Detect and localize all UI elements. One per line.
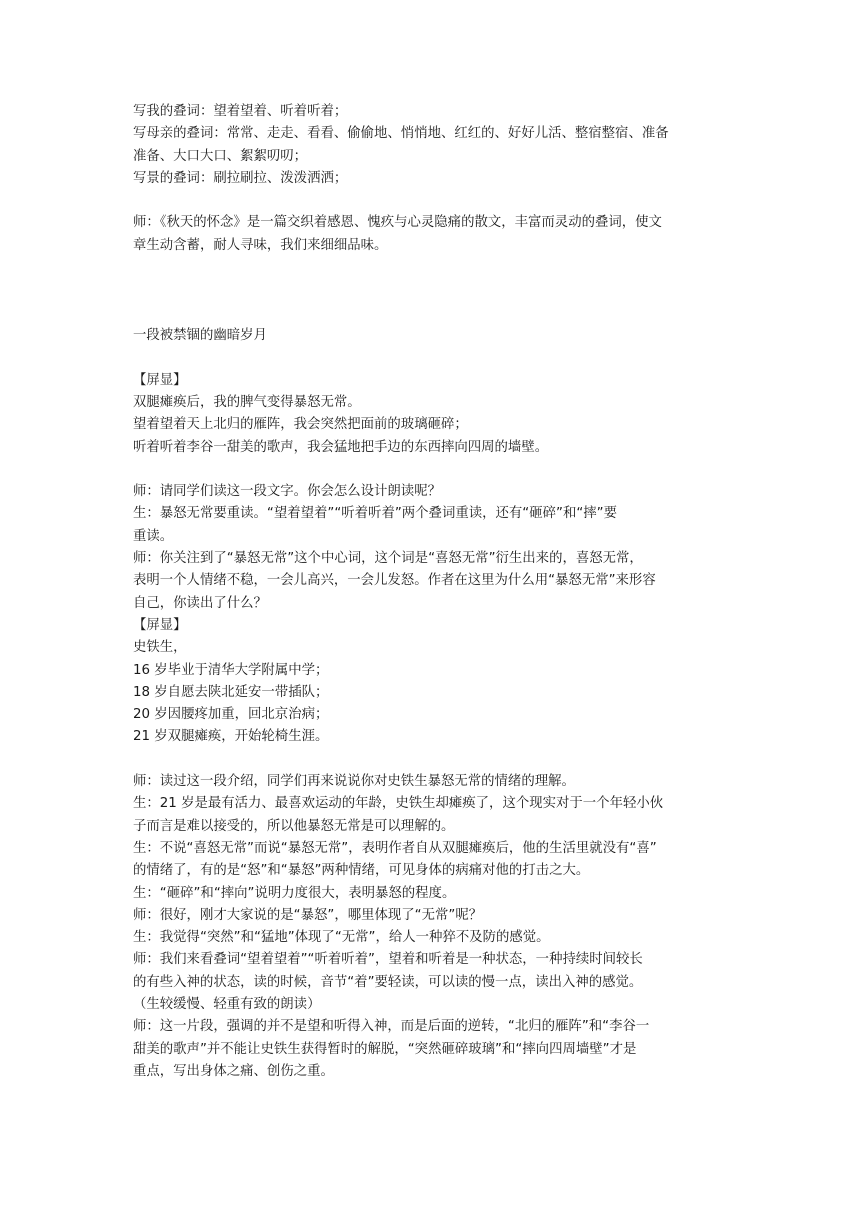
text-line: 写景的叠词：刷拉刷拉、泼泼洒洒； [133,170,348,186]
text-line: 师：我们来看叠词“望着望着”“听着听着”，望着和听着是一种状态，一种持续时间较长 [133,952,643,968]
text-line: 20 岁因腰疼加重，回北京治病； [133,707,329,723]
text-line: 的情绪了，有的是“怒”和“暴怒”两种情绪，可见身体的病痛对他的打击之大。 [133,863,590,879]
text-line: 生：不说“喜怒无常”而说“暴怒无常”，表明作者自从双腿瘫痪后，他的生活里就没有“喜” [133,840,657,856]
text-line: 表明一个人情绪不稳，一会儿高兴，一会儿发怒。作者在这里为什么用“暴怒无常”来形容 [133,573,656,589]
text-line: 生：我觉得“突然”和“猛地”体现了“无常”，给人一种猝不及防的感觉。 [133,930,550,946]
text-line: 史铁生， [133,640,187,656]
text-line: 重读。 [133,528,174,544]
text-line: 师：请同学们读这一段文字。你会怎么设计朗读呢？ [133,484,441,500]
text-line: 师：你关注到了“暴怒无常”这个中心词，这个词是“喜怒无常”衍生出来的，喜怒无常， [133,551,643,567]
text-line: 师：很好，刚才大家说的是“暴怒”，哪里体现了“无常”呢？ [133,907,483,923]
text-line: 甜美的歌声”并不能让史铁生获得暂时的解脱，“突然砸碎玻璃”和“摔向四周墙壁”才是 [133,1041,637,1057]
text-line: 重点，写出身体之痛、创伤之重。 [133,1063,334,1079]
dialogue-2 [133,771,760,1083]
text-line: 18 岁自愿去陕北延安一带插队； [133,684,329,700]
text-line: 自己，你读出了什么？ [133,595,267,611]
screen-label: 【屏显】 [133,617,187,633]
text-line: 师：《秋天的怀念》是一篇交织着感恩、愧疚与心灵隐痛的散文，丰富而灵动的叠词，使文 [133,215,662,231]
text-line: 准备、大口大口、絮絮叨叨； [133,148,308,164]
section-title: 一段被禁锢的幽暗岁月 [133,328,267,344]
screen-label: 【屏显】 [133,372,187,388]
text-line: 双腿瘫痪后，我的脾气变得暴怒无常。 [133,394,361,410]
text-line: 21 岁双腿瘫痪，开始轮椅生涯。 [133,729,329,745]
text-line: 听着听着李谷一甜美的歌声，我会猛地把手边的东西摔向四周的墙壁。 [133,439,549,455]
teacher-intro [133,212,760,257]
text-line: 写我的叠词：望着望着、听着听着； [133,104,348,119]
text-line: 16 岁毕业于清华大学附属中学； [133,662,329,678]
text-line: 子而言是难以接受的，所以他暴怒无常是可以理解的。 [133,818,455,834]
text-line: 的有些入神的状态，读的时候，音节“着”要轻读，可以读的慢一点，读出入神的感觉。 [133,974,643,990]
text-line: （生较缓慢、轻重有致的朗读） [133,996,321,1012]
text-line: 写母亲的叠词：常常、走走、看看、偷偷地、悄悄地、红红的、好好儿活、整宿整宿、准备 [133,126,669,142]
screen-display-2 [133,615,760,749]
text-line: 生：暴怒无常要重读。“望着望着”“听着听着”两个叠词重读，还有“砸碎”和“摔”要 [133,506,617,522]
dialogue-1 [133,481,760,615]
text-line: 生：21 岁是最有活力、最喜欢运动的年龄，史铁生却瘫痪了，这个现实对于一个年轻小伙 [133,796,664,812]
text-line: 师：读过这一段介绍，同学们再来说说你对史铁生暴怒无常的情绪的理解。 [133,774,575,790]
text-line: 师：这一片段，强调的并不是望和听得入神，而是后面的逆转，“北归的雁阵”和“李谷一 [133,1019,650,1035]
screen-display-1 [133,370,760,459]
overlap-words-list [133,101,760,190]
text-line: 望着望着天上北归的雁阵，我会突然把面前的玻璃砸碎； [133,417,468,433]
text-line: 章生动含蓄，耐人寻味，我们来细细品味。 [133,237,388,253]
text-line: 生：“砸碎”和“摔向”说明力度很大，表明暴怒的程度。 [133,885,456,901]
